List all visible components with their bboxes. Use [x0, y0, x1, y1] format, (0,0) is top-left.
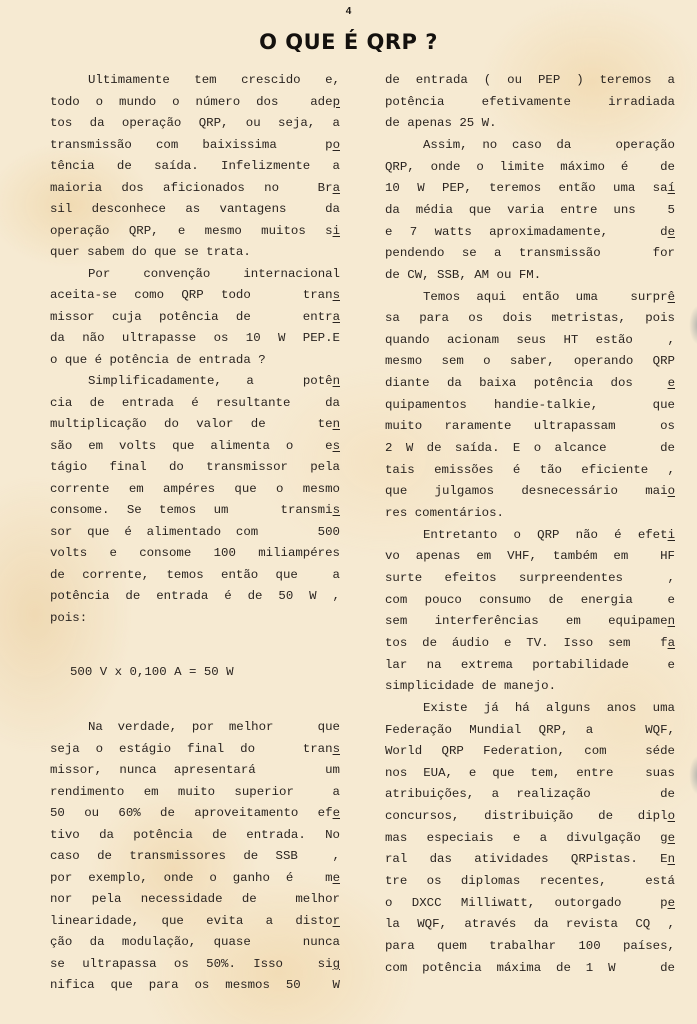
text-line: res comentários.: [385, 506, 504, 520]
text-line: por exemplo, onde o ganho é me: [50, 870, 340, 885]
text-line: pendendo se a transmissão for: [385, 246, 675, 261]
text-line: o DXCC Milliwatt, outorgado pe: [385, 895, 675, 910]
text-line: ral das atividades QRPistas. En: [385, 852, 675, 867]
text-line: missor, nunca apresentará um: [50, 763, 340, 778]
text-line: Existe já há alguns anos uma: [423, 700, 675, 715]
text-line: diante da baixa potência dos e: [385, 376, 675, 391]
text-line: lar na extrema portabilidade e: [385, 657, 675, 672]
text-line: World QRP Federation, com séde: [385, 744, 675, 759]
text-line: missor cuja potência de entra: [50, 309, 340, 324]
text-line: com potência máxima de 1 W de: [385, 960, 675, 975]
text-line: Entretanto o QRP não é efeti: [423, 527, 675, 542]
scan-shadow: [689, 755, 697, 795]
text-line: Assim, no caso da operação: [423, 137, 675, 152]
text-line: tivo da potência de entrada. No: [50, 827, 340, 842]
text-line: la WQF, através da revista CQ ,: [385, 917, 675, 932]
text-line: da não ultrapasse os 10 W PEP.E: [50, 331, 340, 345]
text-line: 50 ou 60% de aproveitamento efe: [50, 806, 340, 821]
text-line: tais emissões é tão eficiente ,: [385, 462, 675, 477]
text-line: o que é potência de entrada ?: [50, 352, 266, 367]
text-line: tos de áudio e TV. Isso sem fa: [385, 635, 675, 650]
text-line: tágio final do transmissor pela: [50, 460, 340, 474]
text-line: mas especiais e a divulgação ge: [385, 830, 675, 845]
page-number: 4: [345, 6, 352, 17]
article-title: O QUE É QRP ?: [259, 30, 438, 54]
text-line: QRP, onde o limite máximo é de: [385, 159, 675, 174]
text-line: surte efeitos surpreendentes ,: [385, 570, 675, 585]
text-line: sem interferências em equipamen: [385, 614, 675, 629]
text-line: Temos aqui então uma surprê: [423, 289, 675, 304]
text-line: são em volts que alimenta o es: [50, 438, 340, 453]
right-column: [385, 0, 675, 1024]
text-line: Na verdade, por melhor que: [88, 720, 340, 735]
text-line: de apenas 25 W.: [385, 116, 497, 131]
text-line: pois:: [50, 610, 88, 625]
text-line: Por convenção internacional: [88, 266, 340, 281]
text-line: 500 V x 0,100 A = 50 W: [70, 665, 234, 680]
text-line: maioria dos aficionados no Bra: [50, 180, 340, 195]
text-line: caso de transmissores de SSB ,: [50, 849, 340, 864]
text-line: nor pela necessidade de melhor: [50, 892, 340, 907]
text-line: sa para os dois metristas, pois: [385, 311, 675, 326]
text-line: nos EUA, e que tem, entre suas: [385, 765, 675, 780]
text-line: que julgamos desnecessário maio: [385, 484, 675, 499]
text-line: sor que é alimentado com 500: [50, 524, 340, 539]
text-line: tência de saída. Infelizmente a: [50, 159, 340, 173]
text-line: Federação Mundial QRP, a WQF,: [385, 722, 675, 737]
text-line: potência de entrada é de 50 W ,: [50, 589, 340, 603]
text-line: nifica que para os mesmos 50 W: [50, 978, 340, 993]
text-line: tos da operação QRP, ou seja, a: [50, 116, 340, 130]
text-line: potência efetivamente irradiada: [385, 94, 675, 109]
text-line: e 7 watts aproximadamente, de: [385, 224, 675, 239]
text-line: todo o mundo o número dos adep: [50, 94, 340, 109]
text-line: com pouco consumo de energia e: [385, 592, 675, 607]
text-line: Simplificadamente, a potên: [88, 374, 340, 388]
text-line: de corrente, temos então que a: [50, 567, 340, 582]
text-line: da média que varia entre uns 5: [385, 202, 675, 217]
text-line: se ultrapassa os 50%. Isso sig: [50, 956, 340, 971]
left-column: [50, 0, 340, 1024]
text-line: linearidade, que evita a distor: [50, 913, 340, 928]
text-line: seja o estágio final do trans: [50, 741, 340, 756]
text-line: tre os diplomas recentes, está: [385, 874, 675, 889]
text-line: quer sabem do que se trata.: [50, 245, 251, 259]
text-line: para quem trabalhar 100 países,: [385, 939, 675, 953]
text-line: muito raramente ultrapassam os: [385, 419, 675, 434]
text-line: de entrada ( ou PEP ) teremos a: [385, 73, 675, 87]
text-line: cia de entrada é resultante da: [50, 395, 340, 410]
text-line: vo apenas em VHF, também em HF: [385, 549, 675, 564]
text-line: consome. Se temos um transmis: [50, 503, 340, 517]
text-line: mesmo sem o saber, operando QRP: [385, 354, 675, 369]
text-line: corrente em ampéres que o mesmo: [50, 481, 340, 496]
scan-shadow: [689, 305, 697, 345]
text-line: volts e consome 100 miliampéres: [50, 546, 340, 560]
text-line: concursos, distribuição de diplo: [385, 809, 675, 824]
text-line: quando acionam seus HT estão ,: [385, 332, 675, 347]
text-line: quipamentos handie-talkie, que: [385, 397, 675, 412]
text-line: aceita-se como QRP todo trans: [50, 288, 340, 302]
text-line: de CW, SSB, AM ou FM.: [385, 267, 542, 282]
text-line: simplicidade de manejo.: [385, 679, 557, 694]
text-line: atribuições, a realização de: [385, 787, 675, 802]
text-line: Ultimamente tem crescido e,: [88, 73, 340, 87]
text-line: 10 W PEP, teremos então uma saí: [385, 181, 675, 196]
text-line: rendimento em muito superior a: [50, 784, 340, 799]
text-line: ção da modulação, quase nunca: [50, 935, 340, 950]
text-line: multiplicação do valor de ten: [50, 417, 340, 431]
text-line: 2 W de saída. E o alcance de: [385, 441, 675, 456]
text-line: operação QRP, e mesmo muitos si: [50, 223, 340, 238]
text-line: sil desconhece as vantagens da: [50, 202, 340, 216]
text-line: transmissão com baixissima po: [50, 137, 340, 152]
